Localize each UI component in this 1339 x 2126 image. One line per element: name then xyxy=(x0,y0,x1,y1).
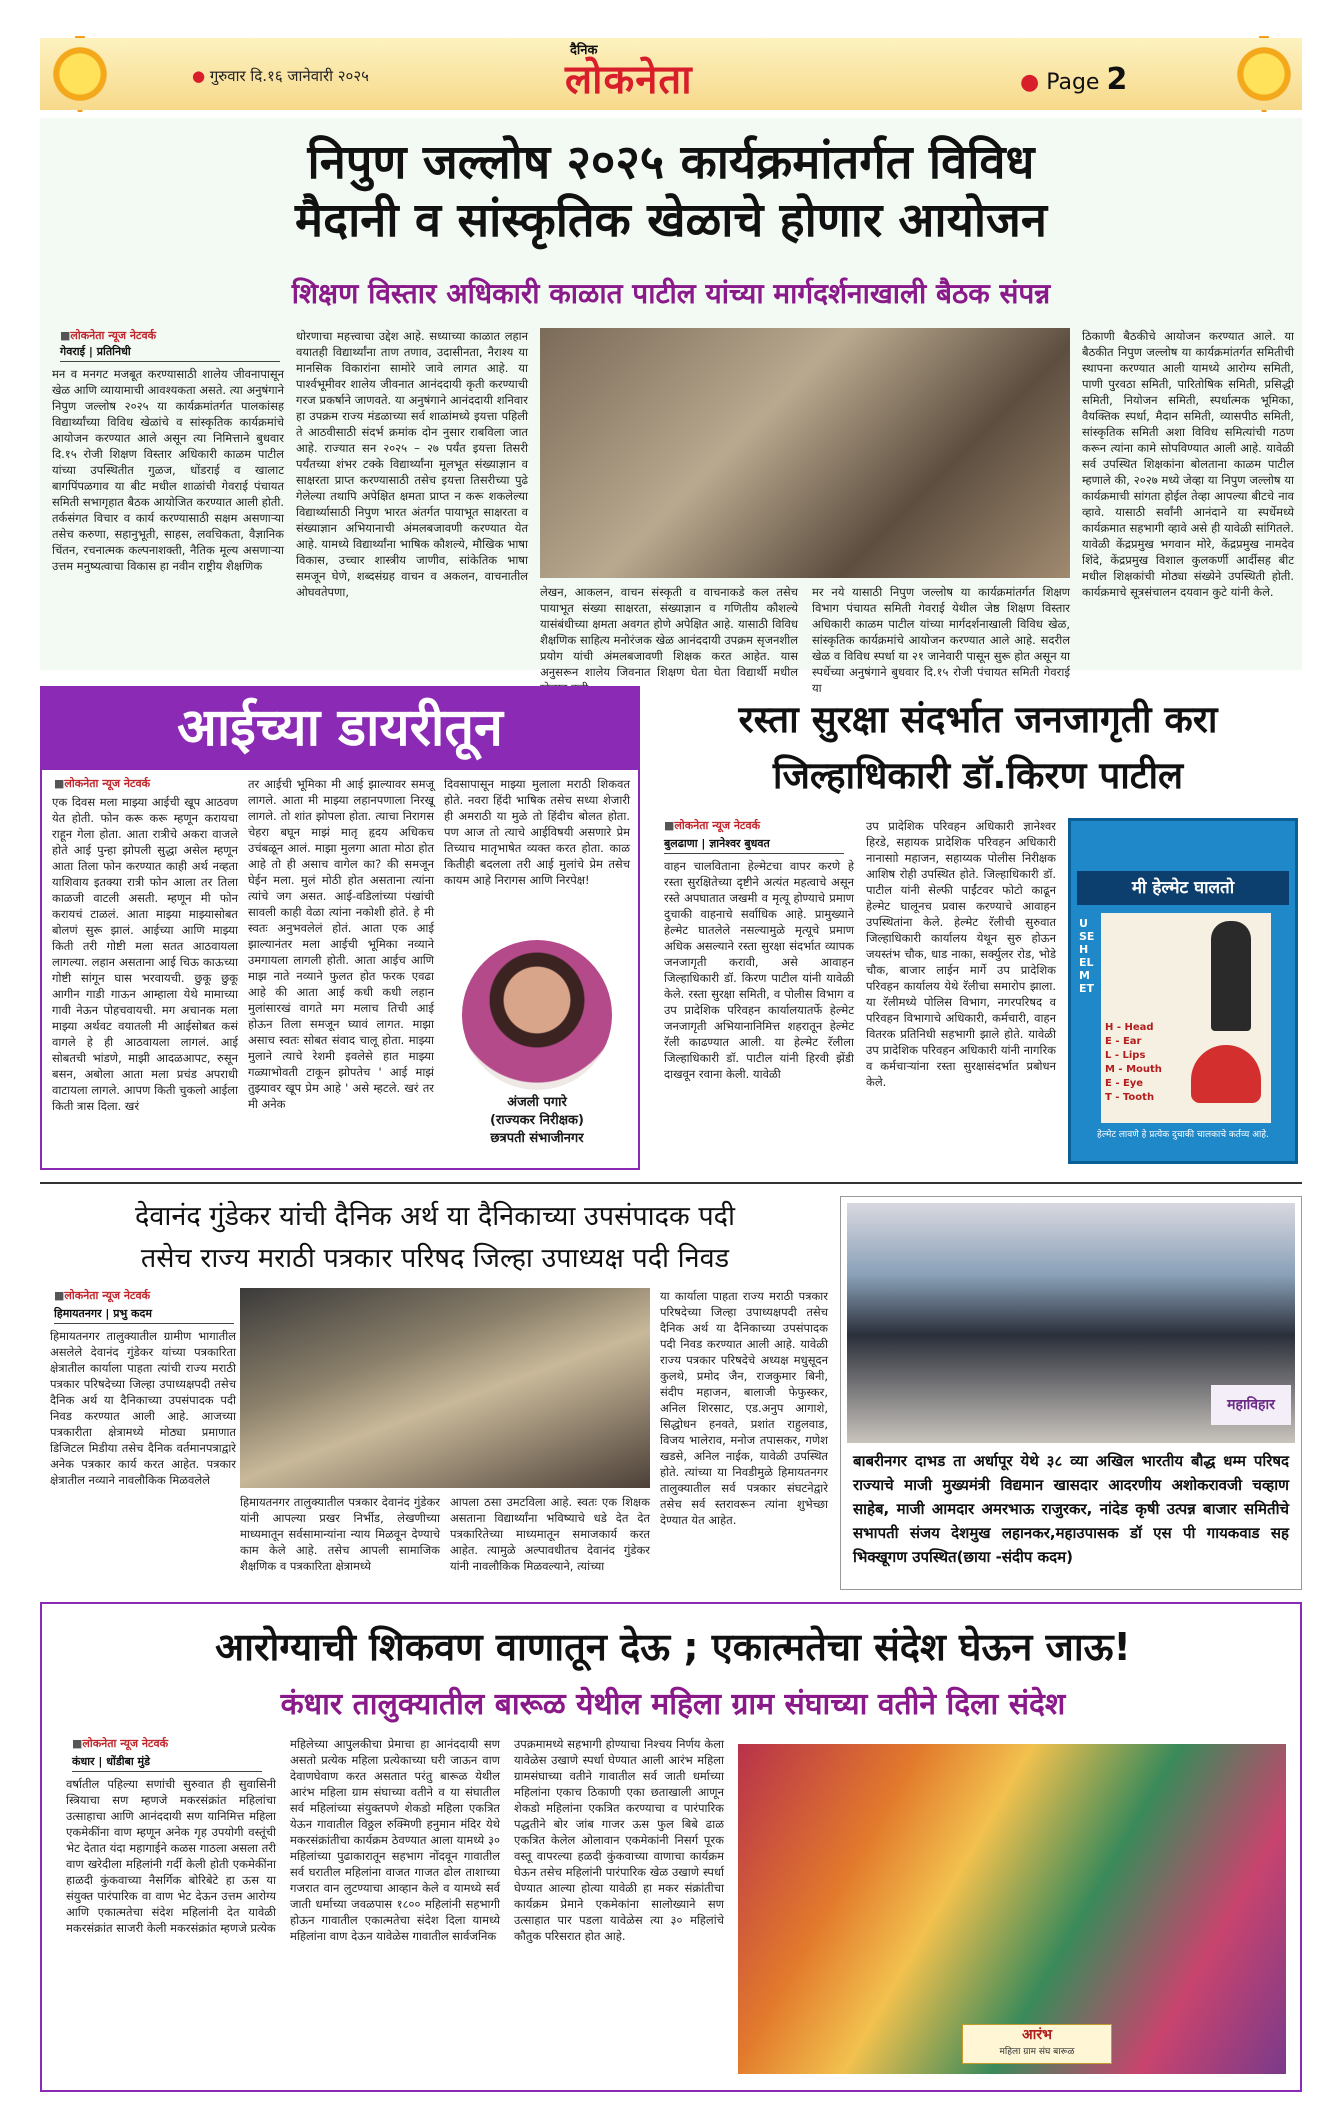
arambh-banner: आरंभ महिला ग्राम संघ बारूळ xyxy=(962,2024,1112,2064)
article-column: या कार्याला पाहता राज्य मराठी पत्रकार परिषदेच्या जिल्हा उपाध्यक्षपदी तसेच दैनिक अर्थ या दैनिकाच्या उपसंपादक पदी निवड करण्यात आली आहे. यावेळी राज्य पत्रकार परिषदेचे अध्यक्ष मधुसूदन कुलथे, प्रमोद जैन, राजकुमार बिनी, संदीप महाजन, बालाजी फेफुस्कर, अनिल शिरसाट, एड.अनुप आगाशे, सिद्धोधन हनवते, प्रशांत राहुलवाड, विजय भालेराव, मनोज तपासकर, गणेश खडसे, अनिल नाईक, यावेळी उपस्थित होते. त्यांच्या या निवडीमुळे हिमायतनगर तालुक्यातील सर्व पत्रकार संघटनेद्वारे तसेच सर्व स्तरावरून त्यांना शुभेच्छा देण्यात येत आहेत. xyxy=(660,1289,828,1527)
felicitation-photo xyxy=(240,1288,650,1488)
article-column: तर आईची भूमिका मी आई झाल्यावर समजू लागले. आता मी माझ्या लहानपणाला निरखू लागले. तो शांत झोपला होता. त्याचा निरागस चेहरा बघून माझं मातृ हृदय अधिकच उचंबळून आलं. माझा मुलगा आता मोठा होत आहे तो ही असाच वागेल का? की समजून घेईन मला. मुलं मोठी होत असताना त्यांना त्यांचे जग असत. आई-वडिलांच्या पंखांची सावली काही वेळा त्यांना नकोशी होते. हे मी स्वतः अनुभवलेलं होतं. आता एक आई झाल्यानंतर मला आईची भूमिका नव्याने उमगायला लागली होती. आता आईच आणि माझ नाते नव्याने फुलत होत फरक एवढा आहे की आता आई कधी कधी लहान मुलांसारखं वागते मग मलाच तिची आई होऊन तिला समजून घ्यावं लागत. माझा असाच स्वतः सोबत संवाद चालू होता. माझ्या मुलाने त्याचे रेशमी इवलेसे हात माझ्या गळ्याभोवती टाकून झोपतेच ' आई माझं तुझ्यावर खूप प्रेम आहे ' असे म्हटले. खरं तर मी अनेक xyxy=(248,777,434,1111)
sun-icon xyxy=(48,42,112,106)
banner-footer: हेल्मेट लावणे हे प्रत्येक दुचाकी चालकाचे कर्तव्य आहे. xyxy=(1097,1130,1269,1140)
byline-tag: ■ लोकनेता न्यूज नेटवर्क xyxy=(60,328,156,343)
paper-name: लोकनेता xyxy=(565,56,693,103)
dateline: गेवराई | प्रतिनिधी xyxy=(60,344,280,362)
headline: रस्ता सुरक्षा संदर्भात जनजागृती करा जिल्हाधिकारी डॉ.किरण पाटील xyxy=(738,698,1218,797)
article-column: मन व मनगट मजबूत करण्यासाठी शालेय जीवनापासून खेळ आणि व्यायामाची आवश्यकता असते. त्या अनुषंगाने निपुण जल्लोष २०२५ या कार्यक्रमांतर्गत पालकांसह विद्यार्थ्यांच्या विविध खेळांचे व सांस्कृतिक कार्यक्रमांचे आयोजन करण्यात आले असून त्या निमित्ताने बुधवार दि.१५ रोजी शिक्षण विस्तार अधिकारी काळम पाटील यांच्या उपस्थितीत गुळज, धोंडराई व खालाट बागपिंपळगाव या बीट मधील शाळांची गेवराई पंचायत समिती सभागृहात बैठक आयोजित करण्यात आली होती. तर्कसंगत विचार व कार्य करण्यासाठी सक्षम असणाऱ्या तसेच करुणा, सहानुभूती, साहस, लवचिकता, वैज्ञानिक चिंतन, रचनात्मक कल्पनाशक्ती, नैतिक मूल्य असणाऱ्या उत्तम मनुष्यत्वाचा विकास हा नवीन राष्ट्रीय शैक्षणिक xyxy=(52,367,284,573)
article-column: वाहन चालविताना हेल्मेटचा वापर करणे हे रस्ता सुरक्षितेच्या दृष्टीने अत्यंत महत्वाचे असून रस्ते अपघातात जखमी व मृत्यू होण्याचे प्रमाण दुचाकी वाहनाचे सर्वाधिक आहे. प्रामुख्याने हेल्मेट घातलेले नसल्यामुळे मृत्यूचे प्रमाण अधिक असल्याने रस्ता सुरक्षा संदर्भात व्यापक जनजागृती करावी, असे आवाहन जिल्हाधिकारी डॉ. किरण पाटील यांनी यावेळी केले. रस्ता सुरक्षा समिती, व पोलीस विभाग व उप प्रादेशिक परिवहन कार्यालयातर्फे हेल्मेट जनजागृती अभियानानिमित्त शहरातून हेल्मेट रॅली काढण्यात आली. या हेल्मेट रॅलीला जिल्हाधिकारी डॉ. पाटील यांनी हिरवी झेंडी दाखवून रवाना केली. यावेळी xyxy=(664,859,854,1081)
article-column: लेखन, आकलन, वाचन संस्कृती व वाचनाकडे कल तसेच पायाभूत संख्या साक्षरता, संख्याज्ञान व गणितीय कौशल्ये यासंबंधीच्या क्षमता अवगत होणे अपेक्षित आहे. यासाठी विविध शैक्षणिक साहित्य मनोरंजक खेळ आनंददायी उपक्रम सृजनशील प्रयोग यांची अंमलबजावणी शिक्षक करत आहेत. यास अनुसरून शालेय जिवनात शिक्षण घेता घेता विद्यार्थी मधील xyxy=(540,585,798,679)
paper-prefix: दैनिक xyxy=(570,43,598,58)
story-nipun-jallosh xyxy=(40,118,1302,695)
subheadline: कंधार तालुक्यातील बारूळ येथील महिला ग्राम संघाच्या वतीने दिला संदेश xyxy=(280,1687,1066,1722)
banner-side-text: USE HELMET xyxy=(1079,917,1095,995)
meeting-photo xyxy=(540,328,1070,578)
helmet-acronym-list: H - Head E - Ear L - Lips M - Mouth E - Eye T - Tooth xyxy=(1105,1022,1162,1103)
article-column: उपक्रमामध्ये सहभागी होण्याचा निश्चय निर्णय केला यावेळेस उखाणे स्पर्धा घेण्यात आली आरंभ महिला ग्रामसंघाच्या वतीने गावातील सर्व जाती धर्माच्या महिलांना एकाच ठिकाणी एका छताखाली आणून शेकडो महिलांना एकत्रित करण्याचा व पारंपारिक पद्धतीने बोर जांब गाजर ऊस फुल बिबे ढाळ एकत्रित केलेल ओलावान एकमेकांनी निसर्ग पूरक वस्तू वापरल्या हळदी कुंकवाच्या वाणाचा कार्यक्रम घेऊन तसेच महिलांनी पारंपारिक खेळ उखाणे स्पर्धा घेण्यात आल्या होत्या यावेळी हा मकर संक्रांतीचा कार्यक्रम प्रेमाने एकमेकांना सालोख्याने सण उत्साहात पार पडला यावेळेस त्या ३० महिलांचे कौतुक परिसरात होत आहे. xyxy=(514,1737,724,1943)
article-column: दिवसापासून माझ्या मुलाला मराठी शिकवत होते. नवरा हिंदी भाषिक तसेच सध्या शेजारी ही अमराठी या मुळे तो हिंदीच बोलत होता. पण आज तो त्याचे आईविषयी असणारे प्रेम तिच्याच मातृभाषेत व्यक्त करत होता. काळ कितीही बदलला तरी आई मुलांचे प्रेम तसेच कायम आहे निरागस आणि निरपेक्ष! xyxy=(444,777,630,887)
stage-sign: महाविहार xyxy=(1211,1385,1291,1425)
section-title: आईच्या डायरीतून xyxy=(40,686,640,770)
article-column: मर नये यासाठी निपुण जल्लोष या कार्यक्रमांतर्गत शिक्षण विभाग पंचायत समिती गेवराई येथील जेष्ठ शिक्षण विस्तार अधिकारी काळम पाटील यांच्या मार्गदर्शनाखाली विविध खेळ, सांस्कृतिक कार्यक्रमांचे आयोजन करण्यात आले आहे. सदरील खेळ व विविध स्पर्धा या २१ जानेवारी पासून सुरू होत असून या स्पर्धेच्या अनुषंगाने बुधवार दि.१५ रोजी पंचायत समिती गेवराई या xyxy=(812,585,1070,695)
story-diary xyxy=(40,770,640,1170)
story-dhamma-conference xyxy=(840,1196,1302,1590)
author-credit: अंजली पगारे (राज्यकर निरीक्षक) छत्रपती संभाजीनगर xyxy=(490,1095,584,1146)
banner-title: मी हेल्मेट घालतो xyxy=(1077,871,1289,905)
article-column: हिमायतनगर तालुक्यातील पत्रकार देवानंद गुंडेकर यांनी आपल्या प्रखर निर्भीड, लेखणीच्या माध्यमातून सर्वसामान्यांना न्याय मिळवून देण्याचे काम केले आहे. तसेच आपली सामाजिक शैक्षणिक व पत्रकारिता क्षेत्रामध्ये xyxy=(240,1495,440,1573)
byline-tag: ■ लोकनेता न्यूज नेटवर्क xyxy=(54,776,150,791)
issue-date: ● गुरुवार दि.१६ जानेवारी २०२५ xyxy=(192,67,369,85)
sun-icon xyxy=(1232,42,1296,106)
headline: देवानंद गुंडेकर यांची दैनिक अर्थ या दैनिकाच्या उपसंपादक पदी तसेच राज्य मराठी पत्रकार परिषद जिल्हा उपाध्यक्ष पदी निवड xyxy=(135,1201,735,1274)
author-photo xyxy=(462,940,612,1090)
article-column: ठिकाणी बैठकीचे आयोजन करण्यात आले. या बैठकीत निपुण जल्लोष या कार्यक्रमांतर्गत समितीची स्थापना करण्यात आली यामध्ये आरोग्य समिती, पाणी पुरवठा समिती, पारितोषिक समिती, प्रसिद्धी समिती, नियोजन समिती, स्पर्धात्मक भूमिका, वैयक्तिक स्पर्धा, मैदान समिती, व्यासपीठ समिती, सांस्कृतिक समिती अशा विविध समित्यांची गठण करून त्यांना कामे सोपविण्यात आली आहे. यावेळी सर्व उपस्थित शिक्षकांना बोलताना काळम पाटील म्हणाले की, २०२७ मध्ये जेव्हा या निपुण जल्लोष या कार्यक्रमाची सांगता होईल तेव्हा आपल्या बीटचे नाव व्हावे. यासाठी सर्वांनी आनंदाने या स्पर्धेमध्ये कार्यक्रमात सहभागी व्हावे असे ही यावेळी सांगितले. यावेळी केंद्रप्रमुख भगवान मोरे, केंद्रप्रमुख नामदेव शिंदे, केंद्रप्रमुख विशाल कुलकर्णी आर्दीसह बीट मधील शिक्षकांची मोठ्या संख्येने उपस्थिती होती. कार्यक्रमाचे सूत्रसंचालन दयवान कुटे यांनी केले. xyxy=(1082,329,1294,599)
byline-tag: ■ लोकनेता न्यूज नेटवर्क xyxy=(54,1288,150,1303)
article-column: महिलेच्या आपुलकीचा प्रेमाचा हा आनंददायी सण असतो प्रत्येक महिला प्रत्येकाच्या घरी जाऊन वाण देवाणघेवाण करत असतात परंतु बारूळ येथील आरंभ महिला ग्राम संघाच्या वतीने व या संघातील सर्व महिलांच्या संयुक्तपणे शेकडो महिला एकत्रित येऊन गावातील विठ्ठल रुक्मिणी हनुमान मंदिर येथे मकरसंक्रांतीचा कार्यक्रम ठेवण्यात आला यामध्ये ३० महिलांच्या पुढाकारातून सहभाग नोंदवून गावातील सर्व घरातील महिलांना वाजत गाजत ढोल ताशाच्या गजरात वान लुटण्याचा आव्हान केले व यामध्ये सर्व जाती धर्माच्या जवळपास १८०० महिलांनी सहभागी होऊन गावातील एकात्मतेचा संदेश दिला यामध्ये महिलांना वाण देऊन यावेळेस गावातील सार्वजनिक xyxy=(290,1737,500,1943)
article-column: वर्षातील पहिल्या सणांची सुरुवात ही सुवासिनी स्त्रियाचा सण म्हणजे मकरसंक्रांत महिलांचा उत्साहाचा आणि आनंददायी सण यानिमित्त महिला एकमेकींना वाण म्हणून अनेक गृह उपयोगी वस्तूंची भेट देतात यंदा महागाईने कळस गाठला असला तरी वाण खरेदीला महिलांनी गर्दी केली होती एकमेकींना हाळदी कुंकवाच्या नैसर्गिक बोरिबेटे हा ऊस या संयुक्त पारंपारिक वा वाण भेट देऊन उत्तम आरोग्य आणि एकात्मतेचा संदेश महिलांनी देत यावेळी मकरसंक्रांत साजरी केली मकरसंक्रांत म्हणजे प्रत्येक xyxy=(66,1777,276,1935)
subheadline: शिक्षण विस्तार अधिकारी काळात पाटील यांच्या मार्गदर्शनाखाली बैठक संपन्न xyxy=(291,277,1051,310)
article-column: एक दिवस मला माझ्या आईची खूप आठवण येत होती. फोन करू करू म्हणून करायचा राहून गेला होता. आता रात्रीचे अकरा वाजले होते आई पुन्हा झोपली सुद्धा असेल म्हणून आता तिला फोन करण्यात काही अर्थ नव्हता याशिवाय इतक्या रात्री फोन आला तर तिला काळजी वाटली असती. म्हणून मी फोन करायचं टाळलं. आता माझ्या माझ्यासोबत बोलणं सुरू झालं. आईच्या आणि माझ्या किती तरी गोष्टी मला सतत आठवायला लागल्या. लहान असताना आई चिऊ काऊच्या गोष्टी सांगून घास भरवायची. छुकू छुकू आगीन गाडी गाऊन आम्हाला येथे मामाच्या गावी नेऊन पोहचवायची. मग अचानक मला माझ्या अर्थवट वयातली मी आईसोबत कसं वागले हे ही आठवायला लागलं. आई सोबतची भांडणे, माझी आदळआपट, रुसून बसन, अबोला आता मला प्रचंड अपराधी वाटायला लागले. आपण किती चुकलो आईला किती त्रास दिला. खरं xyxy=(52,795,238,1113)
dateline: हिमायतनगर | प्रभु कदम xyxy=(54,1306,234,1324)
masthead xyxy=(40,38,1302,110)
person-figure xyxy=(1211,921,1251,1031)
article-column: उप प्रादेशिक परिवहन अधिकारी ज्ञानेश्वर हिरडे, सहायक प्रादेशिक परिवहन अधिकारी नानासाो महाजन, सहाय्यक पोलीस निरीक्षक आशिष रोही उपस्थित होते. जिल्हाधिकारी डॉ. पाटील यांनी सेल्फी पाईंटवर फोटो काढून हेल्मेट घालूनच प्रवास करण्याचे आवाहन उपस्थितांना केले. हेल्मेट रॅलीची सुरुवात जिल्हाधिकारी कार्यालय येथून सुरु होऊन जयस्तंभ चौक, धाड नाका, सर्क्युलर रोड, भोडे चौक, बाजार लाईन मार्गे उप प्रादेशिक परिवहन कार्यालय येथे रॅलीचा समारोप झाला. या रॅलीमध्ये पोलिस विभाग, नगरपरिषद व परिवहन विभागाचे अधिकारी, कर्मचारी, वाहन वितरक प्रतिनिधी सहभागी झाले होते. यावेळी उप प्रादेशिक परिवहन अधिकारी यांनी नागरिक व कर्मचाऱ्यांना रस्ता सुरक्षासंदर्भात प्रबोधन केले. xyxy=(866,819,1056,1089)
article-column: आपला ठसा उमटविला आहे. स्वतः एक शिक्षक असताना विद्यार्थ्यांना भविष्याचे धडे देत देत पत्रकारितेच्या माध्यमातून समाजकार्य करत आहेत. त्यामुळे अल्पावधीतच देवानंद गुंडेकर यांनी नावलौकिक मिळवल्याने, त्यांच्या xyxy=(450,1495,650,1573)
divider xyxy=(40,1182,1302,1184)
helmet-awareness-banner xyxy=(1068,818,1298,1164)
byline-tag: ■ लोकनेता न्यूज नेटवर्क xyxy=(664,818,760,833)
article-column: धोरणाचा महत्त्वाचा उद्देश आहे. सध्याच्या काळात लहान वयातही विद्यार्थ्यांना ताण तणाव, उदासीनता, नैराश्य या मानसिक विकारांना सामोरे जावे लागत आहे. या पार्श्वभूमीवर शालेय जीवनात आनंददायी कृती करण्याची गरज प्रकर्षाने जाणवते. या अनुषंगाने आनंददायी शनिवार हा उपक्रम राज्य मंडळाच्या सर्व शाळांमध्ये इयत्ता पहिली ते आठवीसाठी संदर्भ क्रमांक दोन नुसार राबविला जात आहे. राज्यात सन २०२५ – २७ पर्यंत इयत्ता तिसरी पर्यंतच्या शंभर टक्के विद्यार्थ्यांना मूलभूत संख्याज्ञान व साक्षरता प्राप्त करण्यासाठी तसेच इयत्ता तिसरीच्या पुढे गेलेल्या तथापि अपेक्षित क्षमता प्राप्त न करू शकलेल्या विद्यार्थ्यासाठी निपुण भारत अंतर्गत पायाभूत साक्षरता व संख्याज्ञान अभियानाची अंमलबजावणी करण्यात येत आहे. यामध्ये विद्यार्थ्यांना भाषिक कौशल्ये, मौखिक भाषा विकास, उच्चार शास्त्रीय जाणीव, सांकेतिक भाषा समजून घेणे, शब्दसंग्रह वाचन व अकलन, वाचनातील ओघवतेपणा, xyxy=(296,329,528,599)
story-women-group xyxy=(40,1602,1302,2092)
byline-tag: ■ लोकनेता न्यूज नेटवर्क xyxy=(72,1736,168,1751)
headline: आरोग्याची शिकवण वाणातून देऊ ; एकात्मतेचा संदेश घेऊन जाऊ! xyxy=(215,1625,1131,1669)
story-appointment xyxy=(40,1190,830,1590)
story-road-safety xyxy=(654,686,1302,1170)
article-column: हिमायतनगर तालुक्यातील ग्रामीण भागातील असलेले देवानंद गुंडेकर यांच्या पत्रकारिता क्षेत्रातील कार्याला पाहता त्यांची राज्य मराठी पत्रकार परिषदेच्या जिल्हा उपाध्यक्षपदी तसेच दैनिक अर्थ या दैनिकाच्या उपसंपादक पदी निवड करण्यात आली आहे. आजच्या पत्रकारीता क्षेत्रामध्ये मोठ्या प्रमाणात डिजिटल मिडीया तसेच दैनिक वर्तमानपत्राद्वारे अनेक पत्रकार कार्य करत आहेत. पत्रकार क्षेत्रातील नव्याने नावलौकिक मिळवलेले xyxy=(50,1329,236,1487)
headline: निपुण जल्लोष २०२५ कार्यक्रमांतर्गत विविध मैदानी व सांस्कृतिक खेळाचे होणार आयोजन xyxy=(295,135,1047,248)
dateline: बुलढाणा | ज्ञानेश्वर बुधवत xyxy=(664,836,844,854)
dateline: कंधार | धोंडीबा मुंडे xyxy=(72,1754,262,1772)
photo-caption: बाबरीनगर दाभड ता अर्धापूर येथे ३८ व्या अखिल भारतीय बौद्ध धम्म परिषद राज्याचे माजी मुख्यमंत्री विद्यमान खासदार आदरणीय अशोकरावजी चव्हाण साहेब, माजी आमदार अमरभाऊ राजुरकर, नांदेड कृषी उत्पन्न बाजार समितीचे सभापती संजय देशमुख लहानकर,महाउपासक डॉ एस पी गायकवाड सह भिक्खूगण उपस्थित(छाया -संदीप कदम) xyxy=(853,1452,1289,1566)
page-indicator: ● Page 2 xyxy=(1020,62,1128,97)
